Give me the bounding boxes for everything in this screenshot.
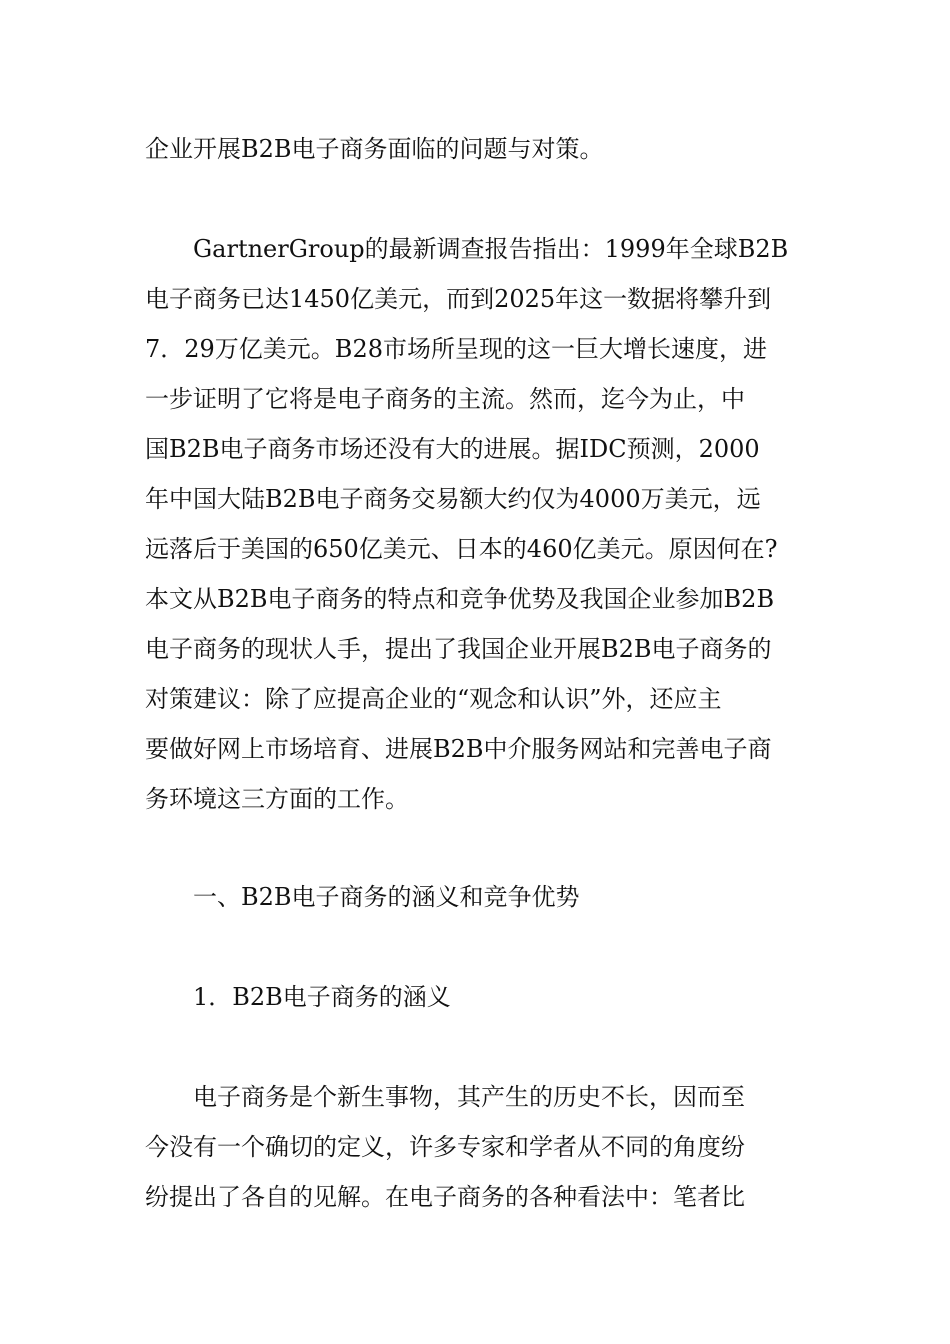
text-line: 对策建议：除了应提高企业的“观念和认识”外，还应主 [145, 685, 722, 713]
text-line: 务环境这三方面的工作。 [145, 785, 409, 813]
text-line: 7．29万亿美元。B28市场所呈现的这一巨大增长速度，进 [145, 335, 767, 363]
text-line: 年中国大陆B2B电子商务交易额大约仅为4000万美元，远 [145, 485, 761, 513]
text-line: 一步证明了它将是电子商务的主流。然而，迄今为止，中 [145, 385, 745, 413]
text-line: 电子商务是个新生事物，其产生的历史不长，因而至 [193, 1083, 745, 1111]
text-line: 要做好网上市场培育、进展B2B中介服务网站和完善电子商 [145, 735, 772, 763]
subsection-heading: 1．B2B电子商务的涵义 [193, 983, 451, 1011]
text-line: GartnerGroup的最新调查报告指出：1999年全球B2B [193, 235, 789, 263]
text-line: 电子商务的现状人手，提出了我国企业开展B2B电子商务的 [145, 635, 772, 663]
text-line: 企业开展B2B电子商务面临的问题与对策。 [145, 135, 604, 163]
text-line: 本文从B2B电子商务的特点和竞争优势及我国企业参加B2B [145, 585, 775, 613]
text-line: 纷提出了各自的见解。在电子商务的各种看法中：笔者比 [145, 1183, 745, 1211]
text-line: 今没有一个确切的定义，许多专家和学者从不同的角度纷 [145, 1133, 745, 1161]
text-line: 远落后于美国的650亿美元、日本的460亿美元。原因何在? [145, 535, 778, 563]
text-line: 国B2B电子商务市场还没有大的进展。据IDC预测，2000 [145, 435, 760, 463]
text-line: 电子商务已达1450亿美元，而到2025年这一数据将攀升到 [145, 285, 772, 313]
section-heading: 一、B2B电子商务的涵义和竞争优势 [193, 883, 580, 911]
